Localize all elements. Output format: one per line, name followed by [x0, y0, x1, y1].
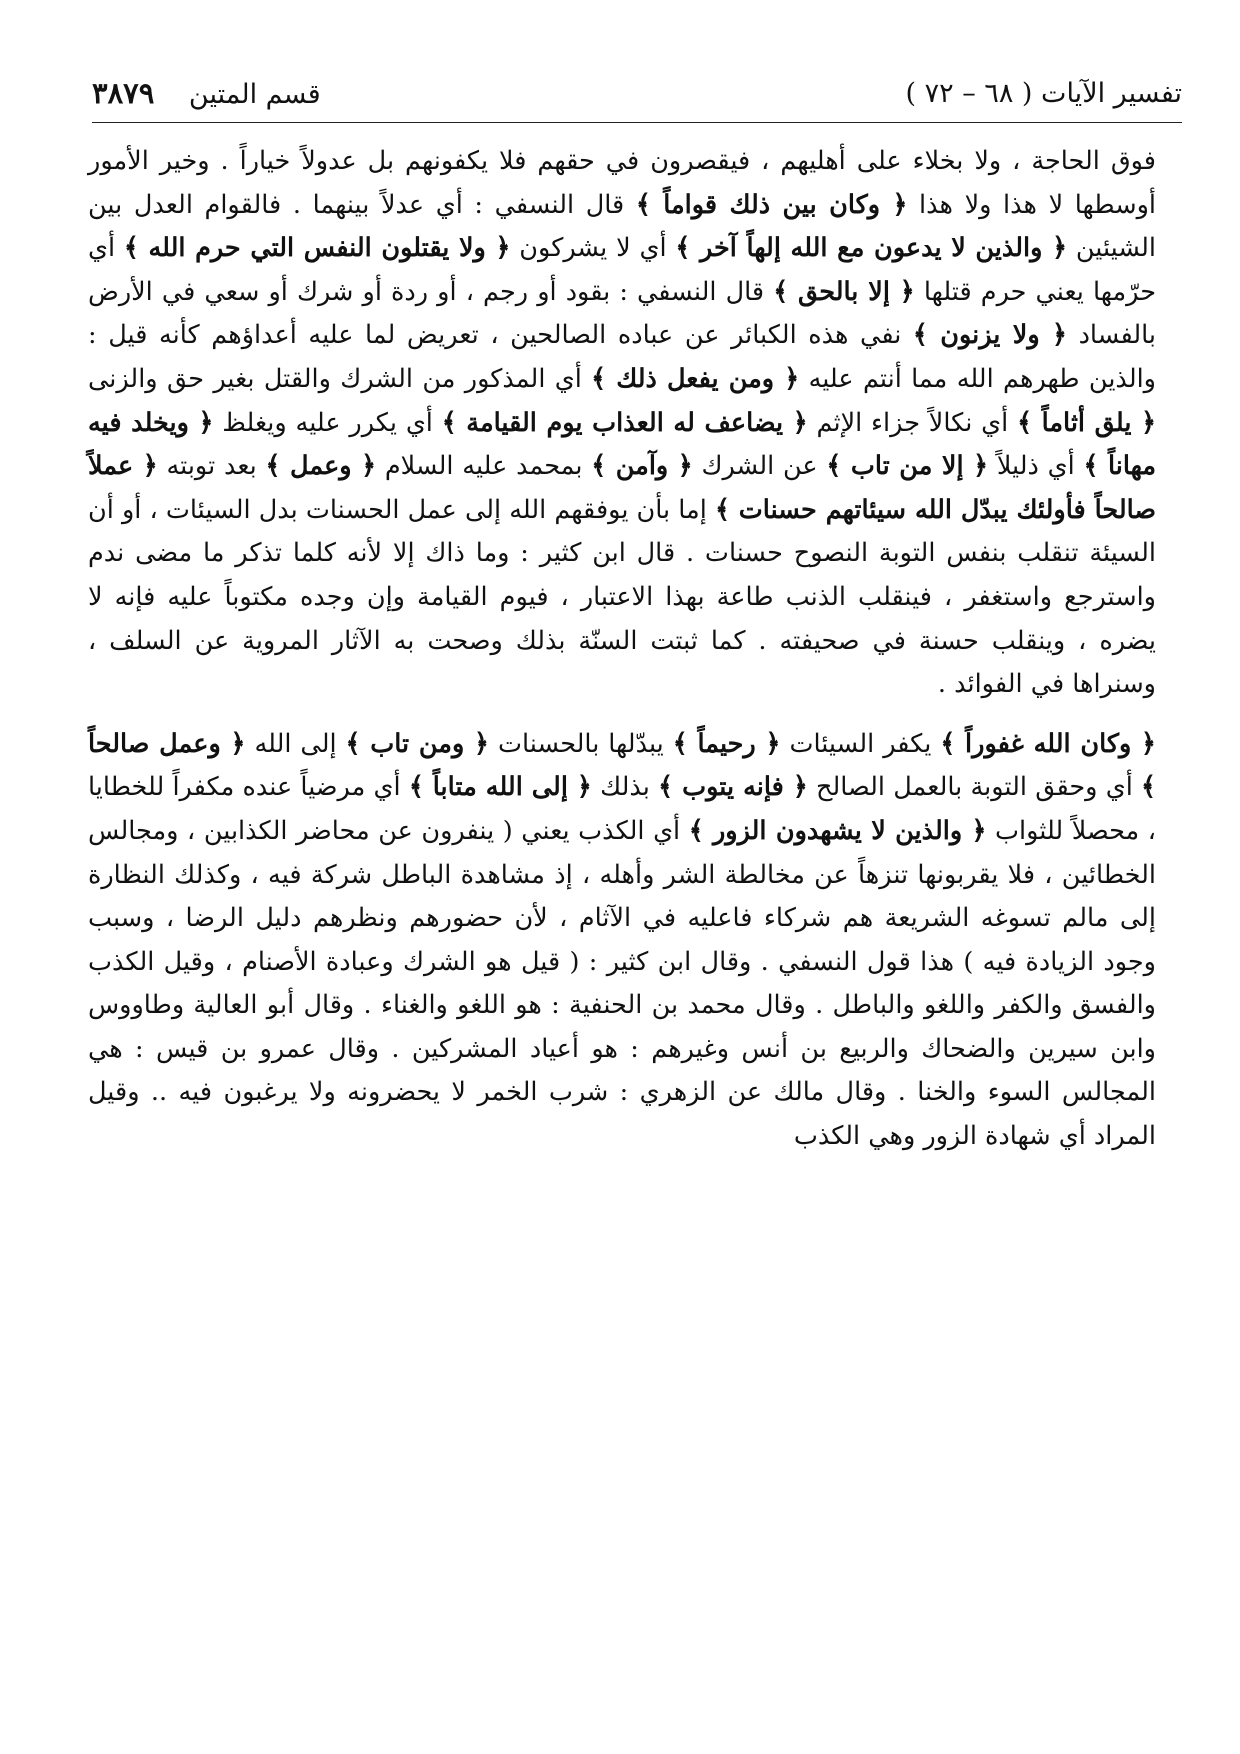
quran-quote: ﴿ والذين لا يدعون مع الله إلهاً آخر ﴾	[675, 233, 1068, 264]
quran-quote: ﴿ وعمل ﴾	[265, 451, 377, 482]
quran-quote: ﴿ ويخلد فيه مهاناً ﴾	[88, 407, 1157, 482]
quran-quote: ﴿ رحيماً ﴾	[672, 728, 781, 759]
quran-quote: ﴿ والذين لا يشهدون الزور ﴾	[688, 815, 987, 846]
commentary-text: إما بأن يوفقهم الله إلى عمل الحسنات بدل السيئات ، أو أن السيئة تنقلب بنفس التوبة النصوح حسنات . قال ابن كثير : وما ذاك إلا لأنه كلما تذكر ما مضى ندم واسترجع واستغفر ، فينقلب الذنب طاعة بهذا الاعتبار ، فيوم القيامة وإن وجده مكتوباً عليه فإنه لا يضره ، وينقلب حسنة في صحيفته . كما ثبتت السنّة بذلك وصحت به الآثار المروية عن السلف ، وسنراها في الفوائد .	[88, 494, 1156, 700]
quran-quote: ﴿ وعمل صالحاً ﴾	[88, 728, 1156, 803]
commentary-text: أي مرضياً عنده مكفراً للخطايا ، محصلاً للثواب	[88, 772, 1156, 846]
commentary-text: أي حرّمها يعني حرم قتلها	[88, 233, 1157, 307]
quran-quote: ﴿ عملاً صالحاً فأولئك يبدّل الله سيئاتهم حسنات ﴾	[88, 451, 1157, 525]
commentary-text: أي وحقق التوبة بالعمل الصالح	[807, 772, 1142, 803]
page-number: ٣٨٧٩	[92, 76, 155, 110]
quran-quote: ﴿ فإنه يتوب ﴾	[658, 772, 808, 803]
header-section-group	[92, 76, 321, 110]
paragraph-1	[88, 140, 1156, 707]
commentary-text: أي نكالاً جزاء الإثم	[807, 407, 1018, 438]
commentary-text: أي لا يشركون	[510, 233, 676, 264]
commentary-text: أي ذليلاً	[988, 451, 1084, 482]
commentary-text: عن الشرك	[692, 451, 827, 482]
commentary-text: فوق الحاجة ، ولا بخلاء على أهليهم ، فيقصرون في حقهم فلا يكفونهم بل عدولاً خياراً . وخير الأمور أوسطها لا هذا ولا هذا	[88, 146, 1156, 220]
running-title: تفسير الآيات ( ٦٨ – ٧٢ )	[905, 78, 1182, 109]
commentary-text: إلى الله	[245, 728, 346, 759]
header-divider	[92, 122, 1182, 123]
paragraph-2	[88, 723, 1156, 1159]
section-title: قسم المتين	[188, 79, 321, 110]
commentary-text: يبدّلها بالحسنات	[488, 728, 673, 759]
commentary-text: بعد توبته	[157, 451, 266, 482]
body-text	[88, 140, 1156, 1159]
commentary-text: أي يكرر عليه ويغلظ	[213, 407, 442, 438]
commentary-text: نفي هذه الكبائر عن عباده الصالحين ، تعريض لما عليه أعداؤهم كأنه قيل : والذين طهرهم الله مما أنتم عليه	[88, 320, 1156, 394]
quran-quote: ﴿ يضاعف له العذاب يوم القيامة ﴾	[441, 407, 808, 438]
quran-quote: ﴿ يلق أثاماً ﴾	[1017, 407, 1157, 438]
commentary-text: قال النسفي : بقود أو رجم ، أو ردة أو شرك أو سعي في الأرض بالفساد	[88, 276, 1156, 351]
quran-quote: ﴿ ومن تاب ﴾	[345, 728, 489, 759]
commentary-text: يكفر السيئات	[780, 728, 941, 759]
quran-quote: ﴿ ولا يقتلون النفس التي حرم الله ﴾	[123, 233, 511, 264]
page-header	[92, 72, 1182, 120]
commentary-text: أي الكذب يعني ( ينفرون عن محاضر الكذابين ، ومجالس الخطائين ، فلا يقربونها تنزهاً عن مخالطة الشر وأهله ، إذ مشاهدة الباطل شركة فيه ، وكذلك النظارة إلى مالم تسوغه الشريعة هم شركاء فاعليه في الآثام ، لأن حضورهم ونظرهم دليل الرضا ، وسبب وجود الزيادة فيه ) هذا قول النسفي . وقال ابن كثير : ( قيل هو الشرك وعبادة الأصنام ، وقيل الكذب والفسق والكفر واللغو والباطل . وقال محمد بن الحنفية : هو اللغو والغناء . وقال أبو العالية وطاووس وابن سيرين والضحاك والربيع بن أنس وغيرهم : هو أعياد المشركين . وقال عمرو بن قيس : هي المجالس السوء والخنا . وقال مالك عن الزهري : شرب الخمر لا يحضرونه ولا يرغبون فيه .. وقيل المراد أي شهادة الزور وهي الكذب	[88, 815, 1156, 1152]
quran-quote: ﴿ وكان الله غفوراً ﴾	[940, 728, 1157, 759]
quran-quote: ﴿ وآمن ﴾	[591, 451, 693, 482]
quran-quote: ﴿ إلا بالحق ﴾	[773, 276, 915, 307]
commentary-text: بمحمد عليه السلام	[376, 451, 592, 482]
commentary-text: أي المذكور من الشرك والقتل بغير حق والزنى	[88, 363, 592, 394]
commentary-text: قال النسفي : أي عدلاً بينهما . فالقوام العدل بين الشيئين	[88, 189, 1156, 264]
quran-quote: ﴿ إلى الله متاباً ﴾	[408, 772, 592, 803]
quran-quote: ﴿ ومن يفعل ذلك ﴾	[591, 363, 800, 394]
quran-quote: ﴿ ولا يزنون ﴾	[912, 320, 1067, 351]
quran-quote: ﴿ إلا من تاب ﴾	[826, 451, 989, 482]
commentary-text: بذلك	[591, 772, 659, 803]
quran-quote: ﴿ وكان بين ذلك قواماً ﴾	[635, 189, 908, 220]
